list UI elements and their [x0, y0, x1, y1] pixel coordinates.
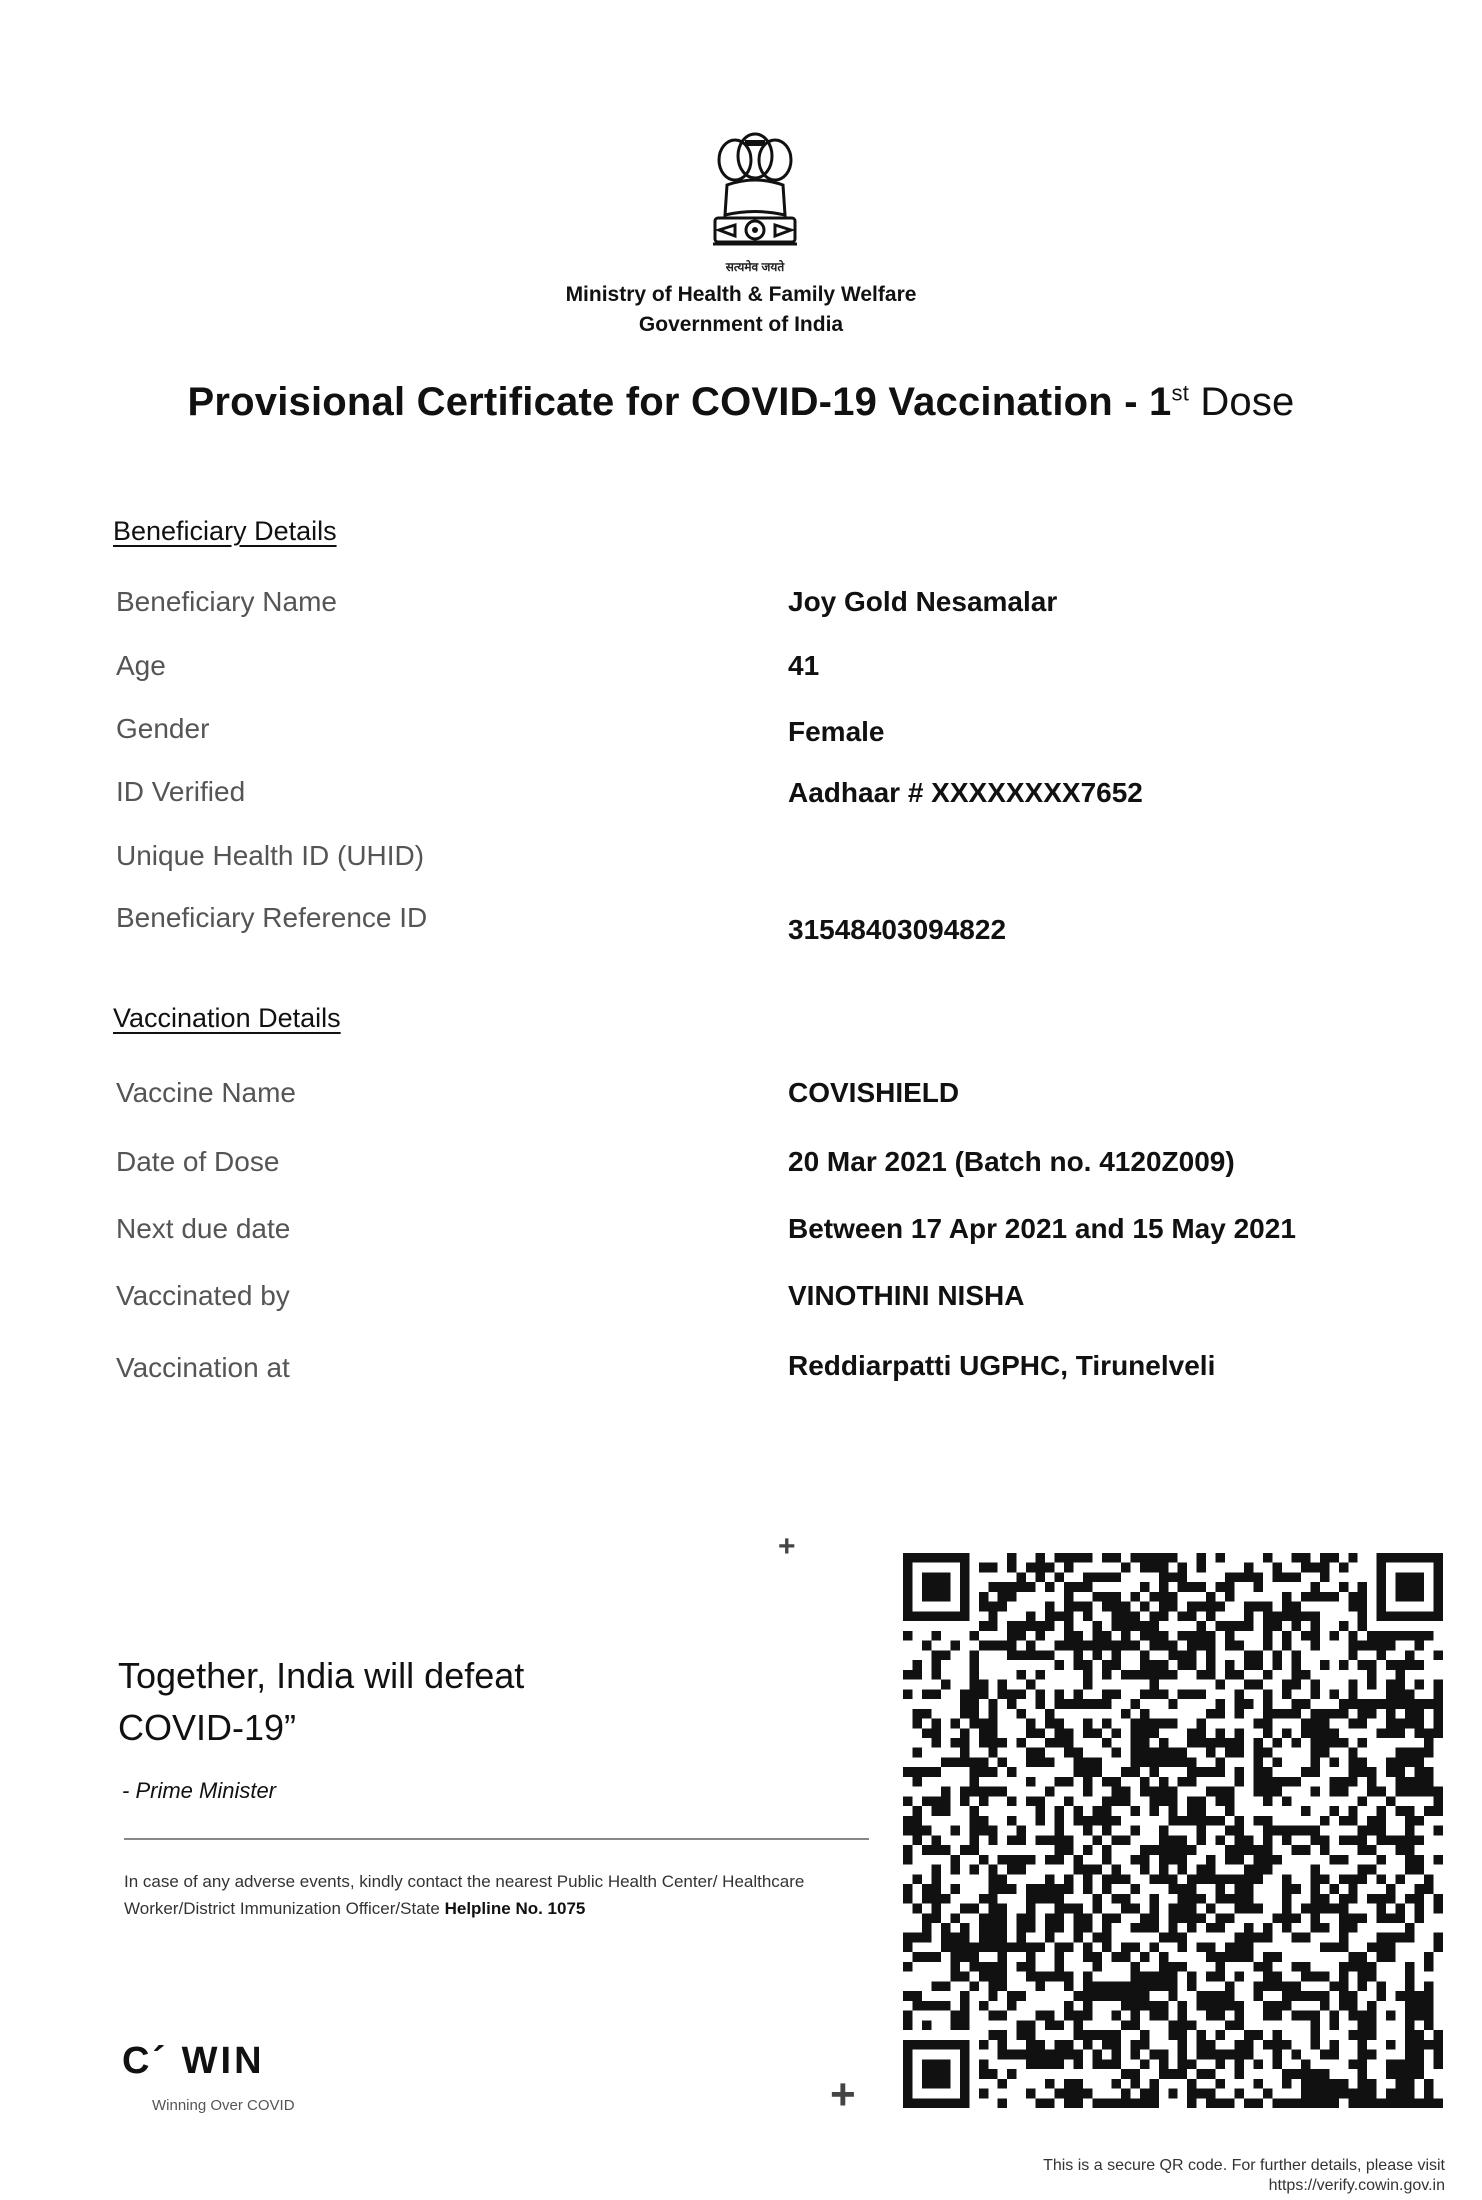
age-value: 41: [788, 650, 820, 681]
government-name: Government of India: [638, 313, 844, 336]
national-emblem: [705, 130, 805, 265]
beneficiary-name-label: Beneficiary Name: [116, 586, 337, 617]
registration-mark-bottom: +: [830, 2070, 856, 2119]
verify-link[interactable]: https://verify.cowin.gov.in: [1268, 2177, 1445, 2194]
beneficiary-reference-id-label: Beneficiary Reference ID: [116, 902, 428, 933]
date-of-dose-value: 20 Mar 2021 (Batch no. 4120Z009): [788, 1146, 1235, 1177]
quote-attribution: - Prime Minister: [122, 1778, 277, 1803]
id-verified-value: Aadhaar # XXXXXXXX7652: [788, 777, 1143, 808]
quote-line-1: Together, India will defeat: [118, 1655, 525, 1696]
age-label: Age: [116, 650, 166, 681]
vaccinated-by-value: VINOTHINI NISHA: [788, 1280, 1025, 1311]
ministry-name: Ministry of Health & Family Welfare: [565, 283, 917, 306]
pm-quote: [118, 1650, 524, 1754]
gender-value: Female: [788, 716, 885, 747]
certificate-title: Provisional Certificate for COVID-19 Vaccination - 1st Dose: [187, 380, 1295, 424]
vaccination-details-heading: Vaccination Details: [113, 1003, 341, 1033]
quote-line-2: COVID-19”: [118, 1707, 297, 1748]
id-verified-label: ID Verified: [116, 776, 246, 807]
uhid-label: Unique Health ID (UHID): [116, 840, 425, 871]
registration-mark-top: +: [778, 1530, 796, 1563]
vaccine-name-label: Vaccine Name: [116, 1077, 297, 1108]
date-of-dose-label: Date of Dose: [116, 1146, 280, 1177]
gender-label: Gender: [116, 713, 210, 744]
vaccine-name-value: COVISHIELD: [788, 1077, 960, 1108]
next-due-date-label: Next due date: [116, 1213, 291, 1244]
qr-note: This is a secure QR code. For further details, please visit https://verify.cowin.gov.in: [900, 2156, 1445, 2196]
adverse-events-notice: In case of any adverse events, kindly contact the nearest Public Health Center/ Healthcare Worker/District Immunization Officer/State Helpline No. 1075: [124, 1872, 805, 1918]
beneficiary-name-value: Joy Gold Nesamalar: [788, 586, 1058, 617]
beneficiary-reference-id-value: 31548403094822: [788, 914, 1007, 945]
vaccination-at-label: Vaccination at: [116, 1352, 290, 1383]
vaccination-at-value: Reddiarpatti UGPHC, Tirunelveli: [788, 1350, 1216, 1381]
beneficiary-details-heading: Beneficiary Details: [113, 516, 337, 546]
cowin-tagline: Winning Over COVID: [152, 2097, 295, 2114]
cowin-logo: C´ WIN: [122, 2040, 265, 2082]
vaccinated-by-label: Vaccinated by: [116, 1280, 290, 1311]
emblem-motto: सत्यमेव जयते: [725, 260, 785, 274]
next-due-date-value: Between 17 Apr 2021 and 15 May 2021: [788, 1213, 1296, 1244]
qr-code[interactable]: [903, 1553, 1443, 2108]
divider: [124, 1838, 869, 1840]
